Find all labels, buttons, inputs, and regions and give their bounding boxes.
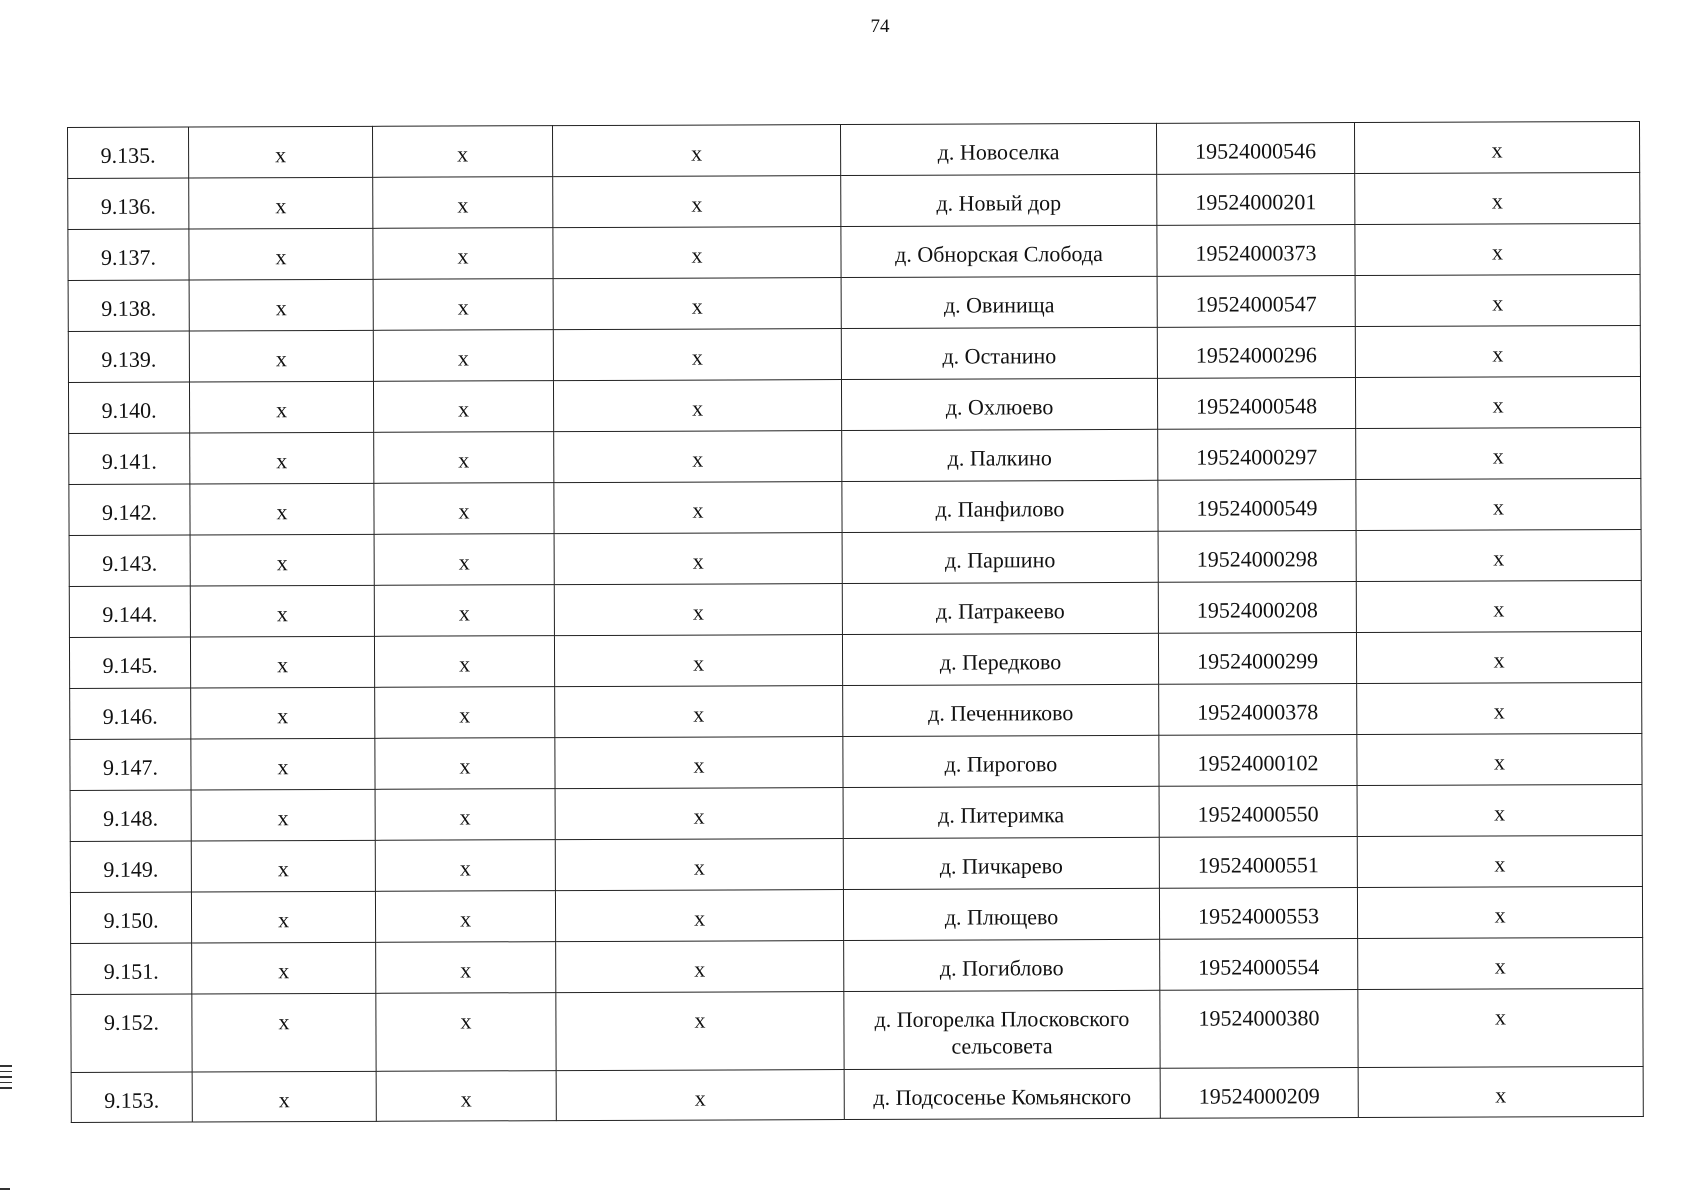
settlement-name-cell: д. Передково [842, 633, 1158, 685]
row-number-cell: 9.137. [68, 229, 189, 280]
col-4-cell: x [556, 992, 844, 1071]
okato-code-cell: 19524000548 [1157, 378, 1355, 430]
col-7-cell: x [1357, 886, 1642, 938]
row-number-cell: 9.136. [68, 178, 189, 229]
page-number: 74 [870, 16, 890, 37]
okato-code-cell: 19524000373 [1157, 225, 1355, 277]
okato-code-cell: 19524000554 [1160, 939, 1358, 991]
settlement-name-cell: д. Палкино [842, 429, 1158, 481]
col-3-cell: x [373, 177, 553, 229]
settlement-name-cell: д. Новый дор [841, 174, 1157, 226]
col-7-cell: x [1358, 937, 1643, 989]
registry-table-body [68, 121, 1644, 1122]
col-3-cell: x [373, 330, 553, 382]
table-row [70, 886, 1642, 943]
col-4-cell: x [553, 278, 841, 330]
okato-code-cell: 19524000547 [1157, 276, 1355, 328]
row-number-cell: 9.148. [70, 790, 191, 841]
settlement-name-cell: д. Пичкарево [843, 837, 1159, 889]
row-number-cell: 9.145. [69, 637, 190, 688]
col-3-cell: x [374, 636, 554, 688]
col-7-cell: x [1356, 478, 1641, 530]
okato-code-cell: 19524000546 [1156, 123, 1354, 175]
settlement-name-cell: д. Погиблово [844, 939, 1160, 991]
okato-code-cell: 19524000209 [1160, 1068, 1358, 1119]
table-row [70, 682, 1642, 739]
col-2-cell: x [190, 585, 374, 637]
row-number-cell: 9.135. [68, 127, 189, 178]
settlement-name-cell: д. Погорелка Плосковского сельсовета [844, 990, 1160, 1069]
table-row [68, 274, 1640, 331]
okato-code-cell: 19524000553 [1159, 888, 1357, 940]
col-3-cell: x [373, 228, 553, 280]
row-number-cell: 9.147. [70, 739, 191, 790]
col-7-cell: x [1357, 733, 1642, 785]
col-4-cell: x [553, 176, 841, 228]
col-4-cell: x [556, 941, 844, 993]
col-4-cell: x [554, 431, 842, 483]
row-number-cell: 9.146. [70, 688, 191, 739]
table-row [70, 784, 1642, 841]
col-3-cell: x [375, 789, 555, 841]
table-row [70, 733, 1642, 790]
col-2-cell: x [191, 738, 375, 790]
col-7-cell: x [1356, 529, 1641, 581]
col-3-cell: x [374, 534, 554, 586]
col-7-cell: x [1357, 682, 1642, 734]
col-2-cell: x [189, 330, 373, 382]
table-row [68, 121, 1640, 178]
col-3-cell: x [375, 891, 555, 943]
margin-dash-mark [0, 1188, 10, 1190]
col-7-cell: x [1356, 631, 1641, 683]
okato-code-cell: 19524000549 [1158, 480, 1356, 532]
table-row [69, 631, 1641, 688]
col-4-cell: x [553, 329, 841, 381]
col-4-cell: x [555, 788, 843, 840]
table-row [69, 580, 1641, 637]
col-2-cell: x [190, 534, 374, 586]
table-row [71, 988, 1643, 1072]
table-row [68, 172, 1640, 229]
col-2-cell: x [190, 432, 374, 484]
row-number-cell: 9.151. [71, 943, 192, 994]
settlement-name-cell: д. Подсосенье Комьянского [844, 1068, 1160, 1119]
col-4-cell: x [555, 890, 843, 942]
settlement-name-cell: д. Охлюево [841, 378, 1157, 430]
okato-code-cell: 19524000296 [1157, 327, 1355, 379]
table-row [69, 478, 1641, 535]
table-row [69, 427, 1641, 484]
row-number-cell: 9.150. [70, 892, 191, 943]
row-number-cell: 9.138. [68, 280, 189, 331]
col-7-cell: x [1354, 121, 1639, 173]
col-3-cell: x [375, 687, 555, 739]
col-2-cell: x [189, 381, 373, 433]
registry-table [67, 121, 1644, 1123]
col-2-cell: x [192, 942, 376, 994]
col-3-cell: x [374, 585, 554, 637]
settlement-name-cell: д. Останино [841, 327, 1157, 379]
okato-code-cell: 19524000102 [1159, 735, 1357, 787]
table-row [71, 1066, 1643, 1122]
table-row [68, 325, 1640, 382]
row-number-cell: 9.141. [69, 433, 190, 484]
col-2-cell: x [189, 126, 373, 178]
registry-table-container [67, 121, 1643, 1123]
settlement-name-cell: д. Панфилово [842, 480, 1158, 532]
okato-code-cell: 19524000298 [1158, 531, 1356, 583]
row-number-cell: 9.144. [69, 586, 190, 637]
okato-code-cell: 19524000297 [1158, 429, 1356, 481]
table-row [68, 223, 1640, 280]
col-7-cell: x [1357, 784, 1642, 836]
settlement-name-cell: д. Обнорская Слобода [841, 225, 1157, 277]
col-2-cell: x [190, 483, 374, 535]
margin-tick-marks [0, 1065, 12, 1093]
col-4-cell: x [556, 1070, 844, 1121]
col-2-cell: x [190, 636, 374, 688]
col-2-cell: x [189, 228, 373, 280]
col-7-cell: x [1355, 325, 1640, 377]
col-3-cell: x [372, 126, 552, 178]
okato-code-cell: 19524000208 [1158, 582, 1356, 634]
row-number-cell: 9.153. [71, 1072, 192, 1122]
settlement-name-cell: д. Овинища [841, 276, 1157, 328]
col-3-cell: x [375, 738, 555, 790]
col-3-cell: x [376, 1071, 556, 1122]
col-3-cell: x [373, 381, 553, 433]
col-4-cell: x [553, 380, 841, 432]
col-7-cell: x [1356, 427, 1641, 479]
row-number-cell: 9.149. [70, 841, 191, 892]
col-3-cell: x [374, 483, 554, 535]
col-7-cell: x [1356, 580, 1641, 632]
okato-code-cell: 19524000551 [1159, 837, 1357, 889]
settlement-name-cell: д. Патракеево [842, 582, 1158, 634]
settlement-name-cell: д. Плющево [843, 888, 1159, 940]
col-4-cell: x [553, 227, 841, 279]
okato-code-cell: 19524000550 [1159, 786, 1357, 838]
row-number-cell: 9.140. [68, 382, 189, 433]
col-3-cell: x [376, 993, 556, 1072]
okato-code-cell: 19524000299 [1158, 633, 1356, 685]
col-7-cell: x [1358, 988, 1643, 1067]
table-row [68, 376, 1640, 433]
col-4-cell: x [554, 533, 842, 585]
col-7-cell: x [1358, 1066, 1643, 1117]
row-number-cell: 9.139. [68, 331, 189, 382]
table-row [70, 835, 1642, 892]
settlement-name-cell: д. Пирогово [843, 735, 1159, 787]
settlement-name-cell: д. Новоселка [840, 123, 1156, 175]
col-7-cell: x [1355, 274, 1640, 326]
table-row [71, 937, 1643, 994]
row-number-cell: 9.143. [69, 535, 190, 586]
col-7-cell: x [1355, 223, 1640, 275]
col-2-cell: x [191, 789, 375, 841]
col-2-cell: x [191, 840, 375, 892]
table-row [69, 529, 1641, 586]
col-3-cell: x [375, 840, 555, 892]
okato-code-cell: 19524000201 [1157, 174, 1355, 226]
col-7-cell: x [1357, 835, 1642, 887]
col-2-cell: x [189, 279, 373, 331]
col-7-cell: x [1355, 172, 1640, 224]
settlement-name-cell: д. Печенниково [843, 684, 1159, 736]
col-2-cell: x [191, 891, 375, 943]
col-4-cell: x [554, 635, 842, 687]
col-2-cell: x [189, 177, 373, 229]
col-2-cell: x [192, 1071, 376, 1122]
col-7-cell: x [1355, 376, 1640, 428]
row-number-cell: 9.152. [71, 994, 192, 1072]
settlement-name-cell: д. Питеримка [843, 786, 1159, 838]
col-4-cell: x [554, 584, 842, 636]
col-3-cell: x [373, 279, 553, 331]
okato-code-cell: 19524000380 [1160, 990, 1358, 1069]
col-4-cell: x [555, 686, 843, 738]
col-4-cell: x [555, 839, 843, 891]
col-2-cell: x [192, 993, 376, 1072]
col-3-cell: x [374, 432, 554, 484]
settlement-name-cell: д. Паршино [842, 531, 1158, 583]
col-3-cell: x [376, 942, 556, 994]
col-4-cell: x [554, 482, 842, 534]
col-2-cell: x [191, 687, 375, 739]
col-4-cell: x [555, 737, 843, 789]
okato-code-cell: 19524000378 [1159, 684, 1357, 736]
row-number-cell: 9.142. [69, 484, 190, 535]
col-4-cell: x [552, 125, 840, 177]
